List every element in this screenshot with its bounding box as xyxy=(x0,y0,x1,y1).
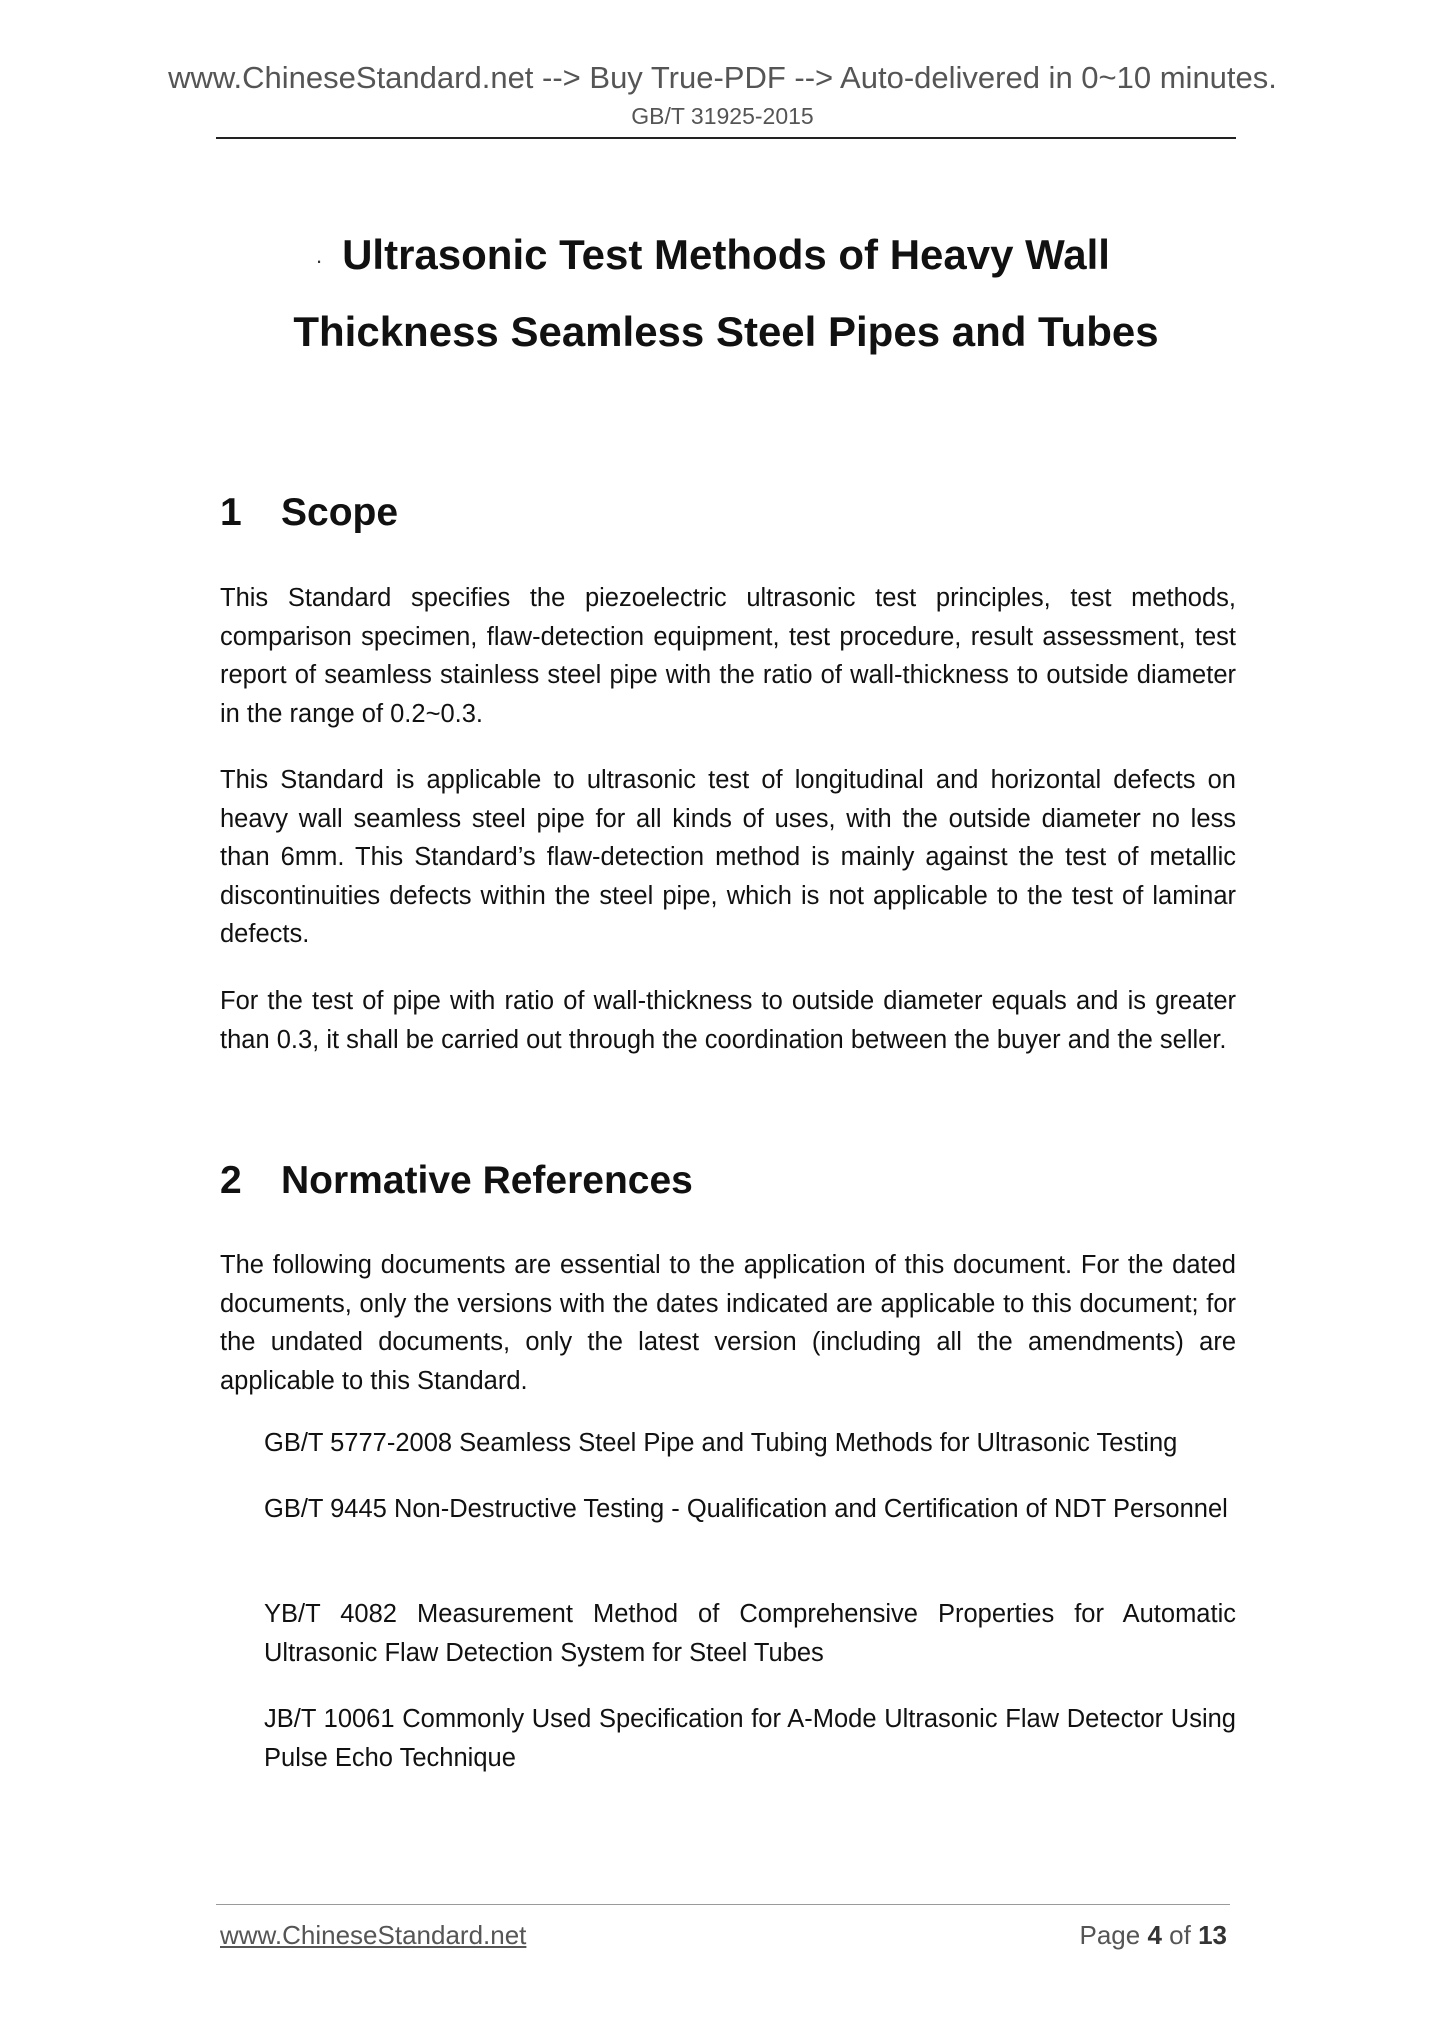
section-heading-normative-references xyxy=(220,1159,693,1203)
header-rule xyxy=(216,137,1236,139)
footer-website-link[interactable]: www.ChineseStandard.net xyxy=(220,1920,527,1950)
section-heading-scope xyxy=(220,491,398,535)
page-label: Page xyxy=(1079,1920,1141,1950)
header-banner[interactable]: www.ChineseStandard.net --> Buy True-PDF --> Auto-delivered in 0~10 minutes. xyxy=(168,60,1277,95)
section-number: 1 xyxy=(220,491,242,534)
scope-paragraph-2: This Standard is applicable to ultrasonic test of longitudinal and horizontal defects on heavy wall seamless steel pipe for all kinds of uses, with the outside diameter no less than 6mm. This Standard’s flaw-detection method is mainly against the test of metallic discontinuities defects within the steel pipe, which is not applicable to the test of laminar defects. xyxy=(220,766,1236,948)
section-number: 2 xyxy=(220,1159,242,1202)
title-line-2: Thickness Seamless Steel Pipes and Tubes xyxy=(293,308,1159,355)
references-intro-paragraph: The following documents are essential to the application of this document. For the dated documents, only the versions with the dates indicated are applicable to this document; for the undated documents, only the latest version (including all the amendments) are applicable to this Standard. xyxy=(220,1251,1236,1395)
title-dot: . xyxy=(316,243,323,268)
title-line-1: Ultrasonic Test Methods of Heavy Wall xyxy=(342,231,1110,278)
scope-paragraph-3: For the test of pipe with ratio of wall-thickness to outside diameter equals and is greater than 0.3, it shall be carried out through the coordination between the buyer and the seller. xyxy=(220,987,1236,1054)
scope-paragraph-1: This Standard specifies the piezoelectric ultrasonic test principles, test methods, comparison specimen, flaw-detection equipment, test procedure, result assessment, test report of seamless stainless steel pipe with the ratio of wall-thickness to outside diameter in the range of 0.2~0.3. xyxy=(220,584,1236,728)
standard-code: GB/T 31925-2015 xyxy=(631,103,814,129)
current-page: 4 xyxy=(1147,1920,1162,1950)
section-title: Scope xyxy=(281,491,399,534)
document-title xyxy=(216,216,1236,370)
section-title: Normative References xyxy=(281,1159,693,1202)
reference-item: GB/T 9445 Non-Destructive Testing - Qualification and Certification of NDT Personnel xyxy=(264,1495,1228,1523)
reference-item: GB/T 5777-2008 Seamless Steel Pipe and Tubing Methods for Ultrasonic Testing xyxy=(264,1429,1178,1457)
reference-item: JB/T 10061 Commonly Used Specification for A-Mode Ultrasonic Flaw Detector Using Pulse Echo Technique xyxy=(264,1705,1236,1772)
reference-item: YB/T 4082 Measurement Method of Comprehensive Properties for Automatic Ultrasonic Flaw Detection System for Steel Tubes xyxy=(264,1600,1236,1667)
footer-rule xyxy=(216,1904,1230,1905)
page-number xyxy=(1079,1920,1227,1951)
total-pages: 13 xyxy=(1198,1920,1227,1950)
page-of-label: of xyxy=(1169,1920,1191,1950)
